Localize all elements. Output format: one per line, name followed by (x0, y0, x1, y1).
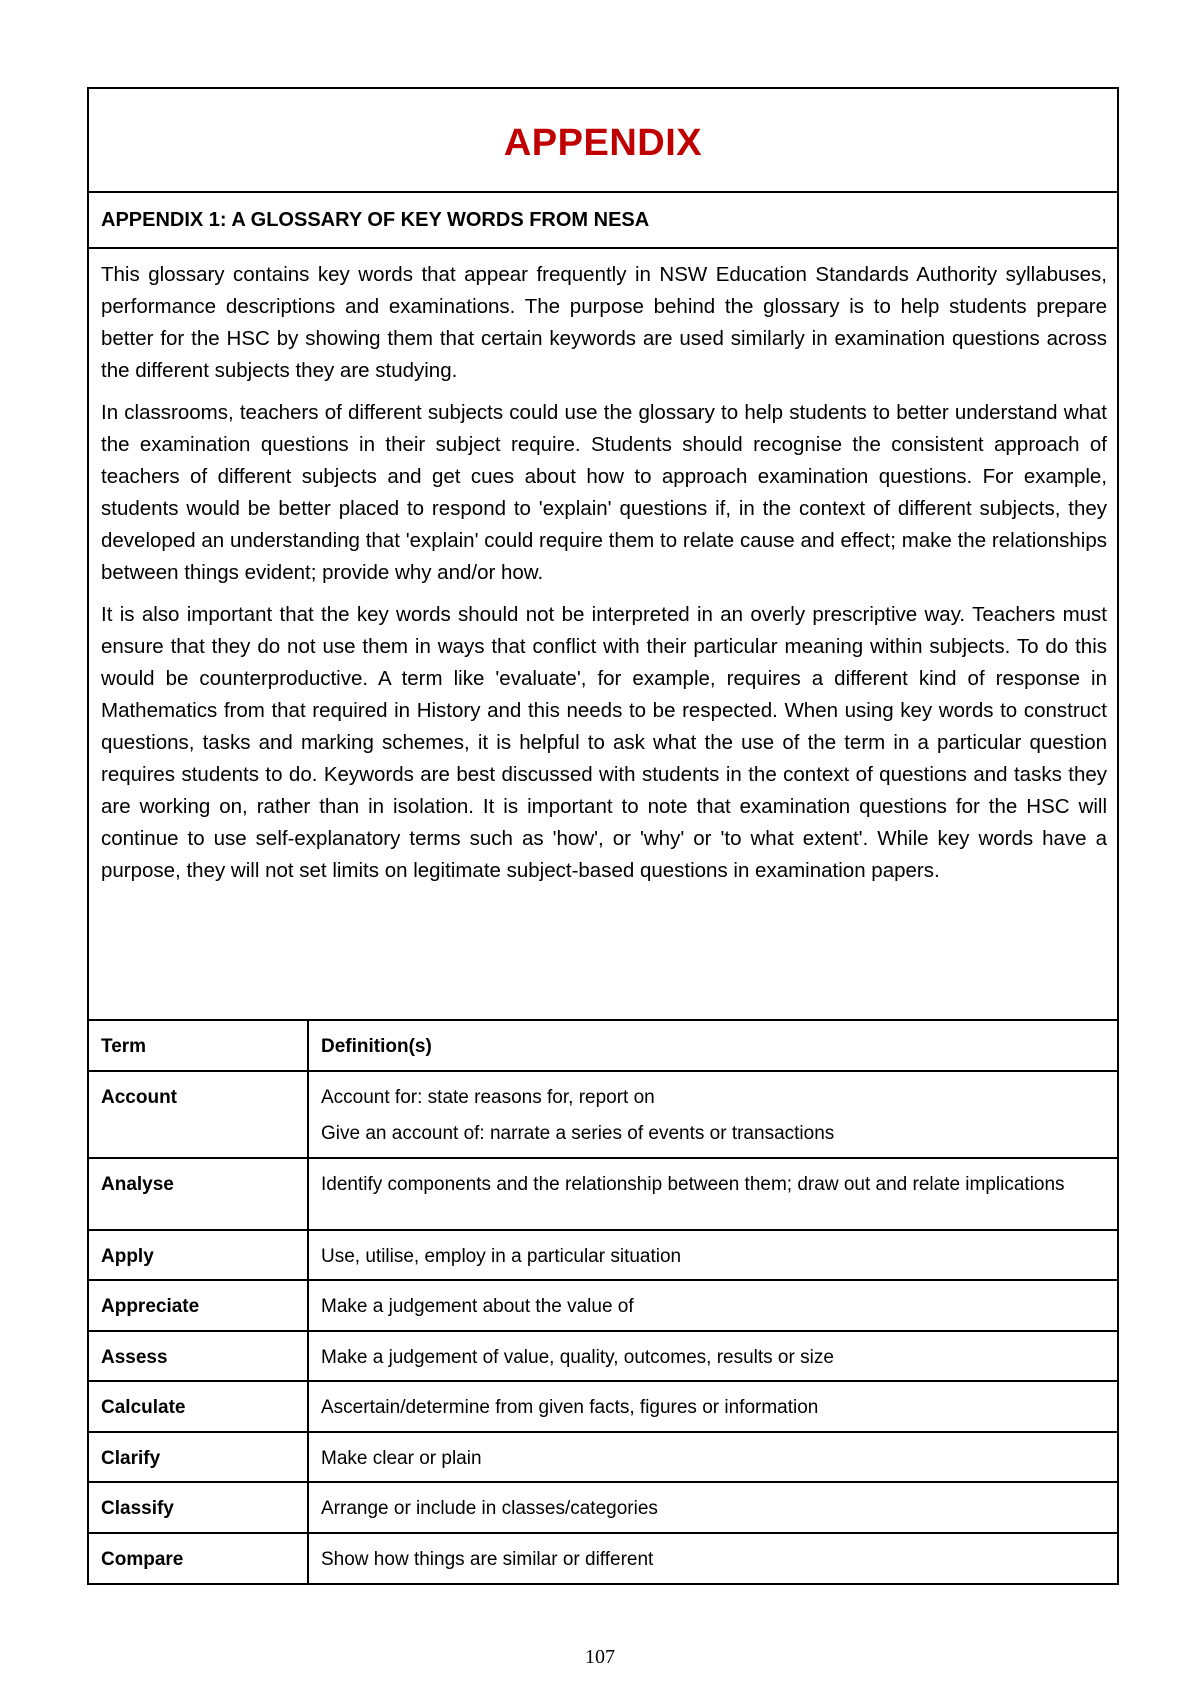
term-header: Term (89, 1021, 308, 1071)
glossary-table (89, 1021, 1117, 1583)
definition-text: Make a judgement about the value of (321, 1296, 634, 1317)
term-cell: Calculate (89, 1381, 308, 1432)
intro-paragraph-2: In classrooms, teachers of different subjects could use the glossary to help students to better understand what the examination questions in their subject require. Students should recognise the consistent approach of teachers of different subjects and get cues about how to approach examination questions. For example, students would be better placed to respond to 'explain' questions if, in the context of different subjects, they developed an understanding that 'explain' could require them to relate cause and effect; make the relationships between things evident; provide why and/or how. (101, 401, 1107, 584)
table-row (89, 1071, 1117, 1158)
definition-text: Arrange or include in classes/categories (321, 1498, 658, 1519)
term-cell: Apply (89, 1230, 308, 1280)
definition-text: Identify components and the relationship between them; draw out and relate implications (321, 1174, 1065, 1195)
intro-text (89, 249, 1117, 1021)
definition-cell (308, 1280, 1117, 1331)
term-cell: Appreciate (89, 1280, 308, 1331)
definition-cell (308, 1432, 1117, 1482)
section-heading: APPENDIX 1: A GLOSSARY OF KEY WORDS FROM NESA (101, 208, 650, 231)
definition-cell (308, 1482, 1117, 1533)
definition-cell (308, 1230, 1117, 1280)
term-cell: Clarify (89, 1432, 308, 1482)
definition-text: Give an account of: narrate a series of events or transactions (321, 1123, 835, 1144)
definition-text: Account for: state reasons for, report on (321, 1087, 655, 1108)
title-box (89, 89, 1117, 193)
definition-cell (308, 1331, 1117, 1381)
definition-text: Use, utilise, employ in a particular situation (321, 1246, 682, 1267)
table-row (89, 1280, 1117, 1331)
definition-cell (308, 1071, 1117, 1158)
appendix-frame (87, 87, 1119, 1585)
page-title: APPENDIX (503, 121, 703, 164)
definition-text: Show how things are similar or different (321, 1549, 654, 1570)
subtitle-box (89, 193, 1117, 249)
term-cell: Assess (89, 1331, 308, 1381)
table-row (89, 1533, 1117, 1583)
term-cell: Account (89, 1071, 308, 1158)
definition-text: Make clear or plain (321, 1448, 482, 1469)
intro-paragraph-3: It is also important that the key words should not be interpreted in an overly prescriptive way. Teachers must ensure that they do not use them in ways that conflict with their particular meaning within subjects. To do this would be counterproductive. A term like 'evaluate', for example, requires a different kind of response in Mathematics from that required in History and this needs to be respected. When using key words to construct questions, tasks and marking schemes, it is helpful to ask what the use of the term in a particular question requires students to do. Keywords are best discussed with students in the context of questions and tasks they are working on, rather than in isolation. It is important to note that examination questions for the HSC will continue to use self-explanatory terms such as 'how', or 'why' or 'to what extent'. While key words have a purpose, they will not set limits on legitimate subject-based questions in examination papers. (101, 603, 1107, 882)
definition-text: Make a judgement of value, quality, outcomes, results or size (321, 1347, 834, 1368)
table-row (89, 1331, 1117, 1381)
definition-cell (308, 1381, 1117, 1432)
definition-cell (308, 1158, 1117, 1230)
table-row (89, 1230, 1117, 1280)
intro-paragraph-1: This glossary contains key words that appear frequently in NSW Education Standards Authority syllabuses, performance descriptions and examinations. The purpose behind the glossary is to help students prepare better for the HSC by showing them that certain keywords are used similarly in examination questions across the different subjects they are studying. (101, 263, 1107, 382)
table-row (89, 1432, 1117, 1482)
table-row (89, 1158, 1117, 1230)
definition-cell (308, 1533, 1117, 1583)
definition-header: Definition(s) (321, 1036, 432, 1057)
table-row (89, 1482, 1117, 1533)
term-cell: Analyse (89, 1158, 308, 1230)
page-number: 107 (585, 1646, 615, 1668)
term-cell: Classify (89, 1482, 308, 1533)
table-row (89, 1381, 1117, 1432)
definition-text: Ascertain/determine from given facts, figures or information (321, 1397, 819, 1418)
term-cell: Compare (89, 1533, 308, 1583)
table-header-row (89, 1021, 1117, 1071)
